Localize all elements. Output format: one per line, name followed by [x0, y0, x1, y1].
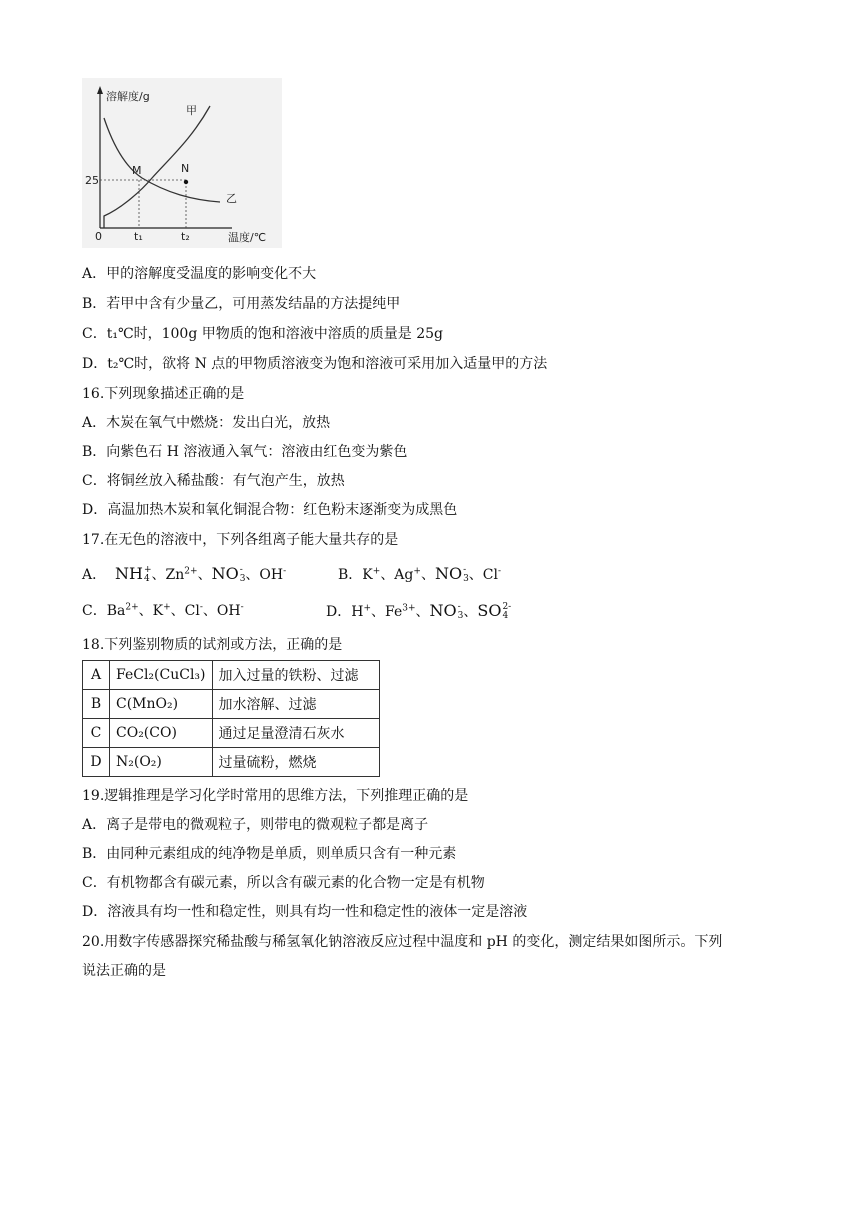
table-row	[83, 661, 380, 690]
row-method: 通过足量澄清石灰水	[212, 719, 379, 748]
q15-option-b: B．若甲中含有少量乙，可用蒸发结晶的方法提纯甲	[82, 296, 401, 312]
point-m-label: M	[132, 164, 142, 177]
point-n-label: N	[181, 162, 190, 175]
q17-option-b: B．K+、Ag+、NO - 3 、Cl-	[338, 564, 502, 584]
q17-b-label: B．	[338, 567, 363, 583]
table-row	[83, 748, 380, 777]
row-substance: N₂(O₂)	[110, 748, 213, 777]
q17-option-a: A． NH + 4 、$Zn^{2+}$、NO - 3 、OH-	[82, 564, 287, 584]
q20-stem-line2: 说法正确的是	[82, 963, 166, 979]
point-n-marker	[184, 180, 188, 184]
x-tick-t1: t₁	[134, 230, 143, 243]
row-substance: FeCl₂(CuCl₃)	[110, 661, 213, 690]
row-letter: C	[83, 719, 110, 748]
q16-option-d: D．高温加热木炭和氧化铜混合物：红色粉末逐渐变为成黑色	[82, 502, 458, 518]
q19-option-c: C．有机物都含有碳元素，所以含有碳元素的化合物一定是有机物	[82, 875, 485, 891]
q15-option-c: C．t₁℃时，100g 甲物质的饱和溶液中溶质的质量是 25g	[82, 326, 443, 342]
table-row	[83, 690, 380, 719]
x-tick-t2: t₂	[181, 230, 190, 243]
q16-option-a: A．木炭在氧气中燃烧：发出白光，放热	[82, 415, 331, 431]
q18-stem: 18.下列鉴别物质的试剂或方法，正确的是	[82, 637, 343, 653]
q17-d-label: D．	[326, 604, 352, 620]
x-axis-label: 温度/℃	[228, 231, 267, 244]
row-substance: CO₂(CO)	[110, 719, 213, 748]
q17-option-d: D．H+、$Fe^{3+}$、NO - 3 、SO 2- 4	[326, 601, 512, 621]
q19-option-d: D．溶液具有均一性和稳定性，则具有均一性和稳定性的液体一定是溶液	[82, 904, 528, 920]
q16-option-c: C．将铜丝放入稀盐酸：有气泡产生，放热	[82, 473, 345, 489]
curve-jia-label: 甲	[186, 104, 197, 117]
row-substance: C(MnO₂)	[110, 690, 213, 719]
q15-option-a: A．甲的溶解度受温度的影响变化不大	[82, 266, 317, 282]
row-letter: D	[83, 748, 110, 777]
q19-option-a: A．离子是带电的微观粒子，则带电的微观粒子都是离子	[82, 817, 429, 833]
table-row	[83, 719, 380, 748]
q17-option-c: C．$Ba^{2+}$、K+、Cl-、OH-	[82, 602, 244, 619]
y-axis-label: 溶解度/g	[106, 90, 150, 103]
q15-option-d: D．t₂℃时，欲将 N 点的甲物质溶液变为饱和溶液可采用加入适量甲的方法	[82, 356, 548, 372]
row-letter: A	[83, 661, 110, 690]
q16-stem: 16.下列现象描述正确的是	[82, 386, 245, 402]
q16-option-b: B．向紫色石 H 溶液通入氧气：溶液由红色变为紫色	[82, 444, 408, 460]
origin-label: 0	[95, 230, 102, 243]
curve-yi-label: 乙	[226, 192, 237, 205]
row-method: 过量硫粉，燃烧	[212, 748, 379, 777]
q19-stem: 19.逻辑推理是学习化学时常用的思维方法，下列推理正确的是	[82, 788, 469, 804]
row-method: 加水溶解、过滤	[212, 690, 379, 719]
q19-option-b: B．由同种元素组成的纯净物是单质，则单质只含有一种元素	[82, 846, 457, 862]
q17-c-label: C．	[82, 603, 107, 619]
solubility-graph-svg	[82, 78, 282, 248]
row-method: 加入过量的铁粉、过滤	[212, 661, 379, 690]
row-letter: B	[83, 690, 110, 719]
y-tick-25: 25	[85, 174, 99, 187]
solubility-graph	[82, 78, 282, 248]
q17-stem: 17.在无色的溶液中，下列各组离子能大量共存的是	[82, 532, 399, 548]
q18-table	[82, 660, 380, 777]
q17-a-label: A．	[82, 567, 107, 583]
q20-stem-line1: 20.用数字传感器探究稀盐酸与稀氢氧化钠溶液反应过程中温度和 pH 的变化，测定结果如图所示。下列	[82, 934, 723, 950]
